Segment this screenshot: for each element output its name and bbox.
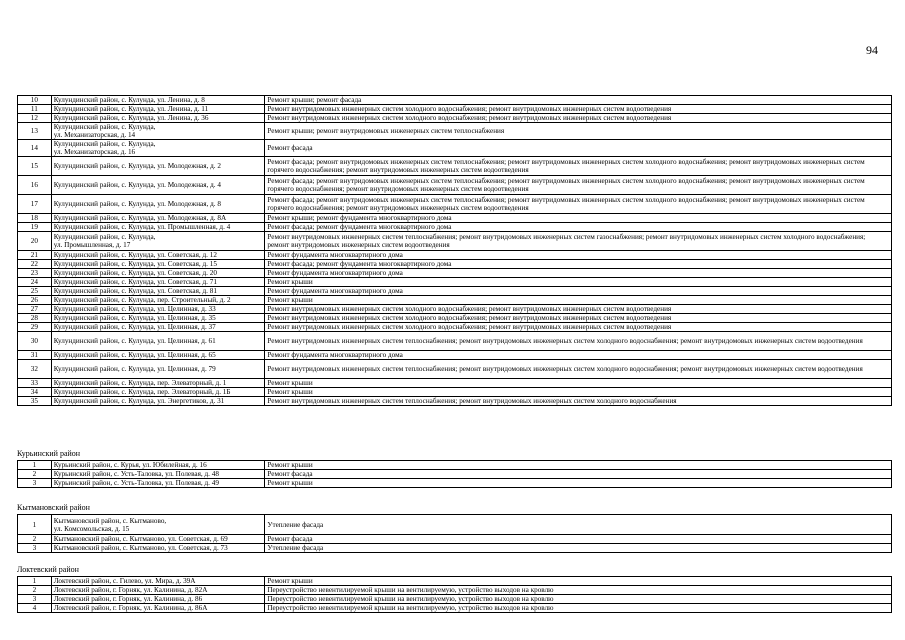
work-type-cell: Ремонт крыши	[265, 461, 892, 470]
address-cell: Кулундинский район, с. Кулунда, ул. Ленина, д. 11	[51, 105, 265, 114]
work-type-cell: Ремонт фасада; ремонт внутридомовых инженерных систем теплоснабжения; ремонт внутридомовых инженерных систем холодного водоснабжения; ремонт внутридомовых инженерных систем горячего водоснабжения; ремонт внутридомовых инженерных систем водоотведения	[265, 157, 892, 176]
works-table-kurya	[17, 460, 892, 488]
table-row	[18, 604, 892, 613]
address-cell: Кулундинский район, с. Кулунда, ул. Целинная, д. 79	[51, 360, 265, 379]
table-row	[18, 595, 892, 604]
row-number-cell: 16	[18, 176, 52, 195]
address-cell: Кулундинский район, с. Кулунда, ул. Промышленная, д. 17	[51, 232, 265, 251]
address-cell: Кулундинский район, с. Кулунда, ул. Механизаторская, д. 16	[51, 140, 265, 157]
address-cell: Кулундинский район, с. Кулунда, пер. Элеваторный, д. 1	[51, 379, 265, 388]
row-number-cell: 20	[18, 232, 52, 251]
page-number: 94	[866, 43, 878, 57]
address-cell: Курьинский район, с. Курья, ул. Юбилейная, д. 16	[51, 461, 265, 470]
address-cell: Кулундинский район, с. Кулунда, ул. Целинная, д. 61	[51, 332, 265, 351]
work-type-cell: Ремонт крыши	[265, 479, 892, 488]
table-row	[18, 287, 892, 296]
address-cell: Курьинский район, с. Усть-Таловка, ул. Полевая, д. 48	[51, 470, 265, 479]
table-row	[18, 278, 892, 287]
table-row	[18, 360, 892, 379]
row-number-cell: 28	[18, 314, 52, 323]
row-number-cell: 3	[18, 544, 52, 553]
row-number-cell: 2	[18, 535, 52, 544]
row-number-cell: 17	[18, 195, 52, 214]
address-cell: Кулундинский район, с. Кулунда, ул. Молодежная, д. 8	[51, 195, 265, 214]
row-number-cell: 3	[18, 595, 52, 604]
table-row	[18, 223, 892, 232]
address-cell: Кулундинский район, с. Кулунда, ул. Ленина, д. 36	[51, 114, 265, 123]
work-type-cell: Утепление фасада	[265, 515, 892, 535]
table-row	[18, 535, 892, 544]
row-number-cell: 2	[18, 586, 52, 595]
work-type-cell: Ремонт фундамента многоквартирного дома	[265, 251, 892, 260]
work-type-cell: Ремонт внутридомовых инженерных систем теплоснабжения; ремонт внутридомовых инженерных систем холодного водоснабжения; ремонт внутридомовых инженерных систем водоотведения	[265, 332, 892, 351]
address-cell: Кулундинский район, с. Кулунда, ул. Механизаторская, д. 14	[51, 123, 265, 140]
region-title-kytmanovo: Кытмановский район	[17, 503, 90, 512]
row-number-cell: 25	[18, 287, 52, 296]
table-row	[18, 577, 892, 586]
address-cell: Кулундинский район, с. Кулунда, ул. Молодежная, д. 8А	[51, 214, 265, 223]
address-cell: Локтевский район, г. Горняк, ул. Калинина, д. 86А	[51, 604, 265, 613]
work-type-cell: Ремонт крыши; ремонт внутридомовых инженерных систем теплоснабжения	[265, 123, 892, 140]
table-row	[18, 515, 892, 535]
table-row	[18, 96, 892, 105]
table-row	[18, 351, 892, 360]
address-cell: Кулундинский район, с. Кулунда, пер. Элеваторный, д. 1Б	[51, 388, 265, 397]
row-number-cell: 13	[18, 123, 52, 140]
address-cell: Кулундинский район, с. Кулунда, ул. Советская, д. 12	[51, 251, 265, 260]
works-table-kytmanovo	[17, 514, 892, 553]
work-type-cell: Ремонт фасада; ремонт внутридомовых инженерных систем теплоснабжения; ремонт внутридомовых инженерных систем холодного водоснабжения; ремонт внутридомовых инженерных систем горячего водоснабжения; ремонт внутридомовых инженерных систем водоотведения	[265, 176, 892, 195]
table-row	[18, 214, 892, 223]
address-cell: Кулундинский район, с. Кулунда, ул. Ленина, д. 8	[51, 96, 265, 105]
works-table-kulunda	[17, 95, 892, 406]
work-type-cell: Ремонт фасада	[265, 535, 892, 544]
address-cell: Кулундинский район, с. Кулунда, ул. Молодежная, д. 4	[51, 176, 265, 195]
table-row	[18, 323, 892, 332]
address-cell: Локтевский район, г. Горняк, ул. Калинина, д. 82А	[51, 586, 265, 595]
row-number-cell: 11	[18, 105, 52, 114]
address-cell: Кулундинский район, с. Кулунда, ул. Целинная, д. 65	[51, 351, 265, 360]
work-type-cell: Ремонт внутридомовых инженерных систем теплоснабжения; ремонт внутридомовых инженерных систем газоснабжения; ремонт внутридомовых инженерных систем холодного водоснабжения; ремонт внутридомовых инженерных систем водоотведения	[265, 232, 892, 251]
row-number-cell: 30	[18, 332, 52, 351]
table-row	[18, 586, 892, 595]
work-type-cell: Ремонт внутридомовых инженерных систем холодного водоснабжения; ремонт внутридомовых инженерных систем водоотведения	[265, 323, 892, 332]
table-row	[18, 388, 892, 397]
row-number-cell: 32	[18, 360, 52, 379]
table-row	[18, 176, 892, 195]
row-number-cell: 2	[18, 470, 52, 479]
address-cell: Кытмановский район, с. Кытманово, ул. Советская, д. 69	[51, 535, 265, 544]
table-row	[18, 479, 892, 488]
work-type-cell: Ремонт внутридомовых инженерных систем теплоснабжения; ремонт внутридомовых инженерных систем холодного водоснабжения	[265, 397, 892, 406]
row-number-cell: 21	[18, 251, 52, 260]
address-cell: Кулундинский район, с. Кулунда, ул. Целинная, д. 35	[51, 314, 265, 323]
table-row	[18, 269, 892, 278]
address-cell: Кулундинский район, с. Кулунда, ул. Промышленная, д. 4	[51, 223, 265, 232]
work-type-cell: Ремонт крыши	[265, 577, 892, 586]
table-row	[18, 470, 892, 479]
row-number-cell: 18	[18, 214, 52, 223]
address-cell: Кулундинский район, с. Кулунда, ул. Советская, д. 81	[51, 287, 265, 296]
work-type-cell: Ремонт крыши; ремонт фасада	[265, 96, 892, 105]
row-number-cell: 3	[18, 479, 52, 488]
work-type-cell: Переустройство невентилируемой крыши на вентилируемую, устройство выходов на кровлю	[265, 604, 892, 613]
work-type-cell: Ремонт фасада; ремонт фундамента многоквартирного дома	[265, 223, 892, 232]
row-number-cell: 23	[18, 269, 52, 278]
table-row	[18, 195, 892, 214]
table-row	[18, 461, 892, 470]
row-number-cell: 1	[18, 577, 52, 586]
row-number-cell: 33	[18, 379, 52, 388]
row-number-cell: 22	[18, 260, 52, 269]
table-row	[18, 123, 892, 140]
work-type-cell: Ремонт фундамента многоквартирного дома	[265, 287, 892, 296]
work-type-cell: Утепление фасада	[265, 544, 892, 553]
table-row	[18, 157, 892, 176]
work-type-cell: Ремонт крыши	[265, 379, 892, 388]
table-row	[18, 397, 892, 406]
table-row	[18, 332, 892, 351]
work-type-cell: Ремонт крыши; ремонт фундамента многоквартирного дома	[265, 214, 892, 223]
work-type-cell: Ремонт фасада	[265, 140, 892, 157]
region-title-kurya: Курьинский район	[17, 449, 81, 458]
address-cell: Кулундинский район, с. Кулунда, пер. Строительный, д. 2	[51, 296, 265, 305]
row-number-cell: 12	[18, 114, 52, 123]
table-row	[18, 314, 892, 323]
work-type-cell: Ремонт крыши	[265, 296, 892, 305]
address-cell: Локтевский район, с. Гилево, ул. Мира, д. 39А	[51, 577, 265, 586]
table-row	[18, 379, 892, 388]
address-cell: Кытмановский район, с. Кытманово, ул. Советская, д. 73	[51, 544, 265, 553]
work-type-cell: Ремонт фасада; ремонт внутридомовых инженерных систем теплоснабжения; ремонт внутридомовых инженерных систем холодного водоснабжения; ремонт внутридомовых инженерных систем горячего водоснабжения; ремонт внутридомовых инженерных систем водоотведения	[265, 195, 892, 214]
row-number-cell: 15	[18, 157, 52, 176]
row-number-cell: 31	[18, 351, 52, 360]
table-row	[18, 105, 892, 114]
works-table-loktevsky	[17, 576, 892, 613]
row-number-cell: 10	[18, 96, 52, 105]
address-cell: Кулундинский район, с. Кулунда, ул. Целинная, д. 37	[51, 323, 265, 332]
work-type-cell: Ремонт фундамента многоквартирного дома	[265, 351, 892, 360]
row-number-cell: 1	[18, 461, 52, 470]
row-number-cell: 27	[18, 305, 52, 314]
work-type-cell: Ремонт фасада	[265, 470, 892, 479]
work-type-cell: Ремонт фундамента многоквартирного дома	[265, 269, 892, 278]
work-type-cell: Ремонт фасада; ремонт фундамента многоквартирного дома	[265, 260, 892, 269]
work-type-cell: Переустройство невентилируемой крыши на вентилируемую, устройство выходов на кровлю	[265, 586, 892, 595]
address-cell: Кулундинский район, с. Кулунда, ул. Советская, д. 15	[51, 260, 265, 269]
table-row	[18, 296, 892, 305]
work-type-cell: Ремонт внутридомовых инженерных систем холодного водоснабжения; ремонт внутридомовых инженерных систем водоотведения	[265, 105, 892, 114]
row-number-cell: 24	[18, 278, 52, 287]
address-cell: Кулундинский район, с. Кулунда, ул. Советская, д. 71	[51, 278, 265, 287]
address-cell: Курьинский район, с. Усть-Таловка, ул. Полевая, д. 49	[51, 479, 265, 488]
row-number-cell: 19	[18, 223, 52, 232]
table-row	[18, 114, 892, 123]
address-cell: Кулундинский район, с. Кулунда, ул. Целинная, д. 33	[51, 305, 265, 314]
address-cell: Кытмановский район, с. Кытманово, ул. Комсомольская, д. 15	[51, 515, 265, 535]
work-type-cell: Переустройство невентилируемой крыши на вентилируемую, устройство выходов на кровлю	[265, 595, 892, 604]
address-cell: Кулундинский район, с. Кулунда, ул. Энергетиков, д. 31	[51, 397, 265, 406]
row-number-cell: 29	[18, 323, 52, 332]
table-row	[18, 232, 892, 251]
work-type-cell: Ремонт внутридомовых инженерных систем холодного водоснабжения; ремонт внутридомовых инженерных систем водоотведения	[265, 114, 892, 123]
work-type-cell: Ремонт крыши	[265, 278, 892, 287]
address-cell: Локтевский район, г. Горняк, ул. Калинина, д. 86	[51, 595, 265, 604]
table-row	[18, 544, 892, 553]
table-row	[18, 260, 892, 269]
table-row	[18, 251, 892, 260]
address-cell: Кулундинский район, с. Кулунда, ул. Советская, д. 20	[51, 269, 265, 278]
work-type-cell: Ремонт внутридомовых инженерных систем холодного водоснабжения; ремонт внутридомовых инженерных систем водоотведения	[265, 314, 892, 323]
work-type-cell: Ремонт внутридомовых инженерных систем холодного водоснабжения; ремонт внутридомовых инженерных систем водоотведения	[265, 305, 892, 314]
row-number-cell: 1	[18, 515, 52, 535]
work-type-cell: Ремонт крыши	[265, 388, 892, 397]
row-number-cell: 34	[18, 388, 52, 397]
region-title-loktevsky: Локтевский район	[17, 565, 79, 574]
row-number-cell: 26	[18, 296, 52, 305]
work-type-cell: Ремонт внутридомовых инженерных систем теплоснабжения; ремонт внутридомовых инженерных систем холодного водоснабжения; ремонт внутридомовых инженерных систем водоотведения	[265, 360, 892, 379]
table-row	[18, 305, 892, 314]
address-cell: Кулундинский район, с. Кулунда, ул. Молодежная, д. 2	[51, 157, 265, 176]
row-number-cell: 4	[18, 604, 52, 613]
row-number-cell: 14	[18, 140, 52, 157]
table-row	[18, 140, 892, 157]
row-number-cell: 35	[18, 397, 52, 406]
